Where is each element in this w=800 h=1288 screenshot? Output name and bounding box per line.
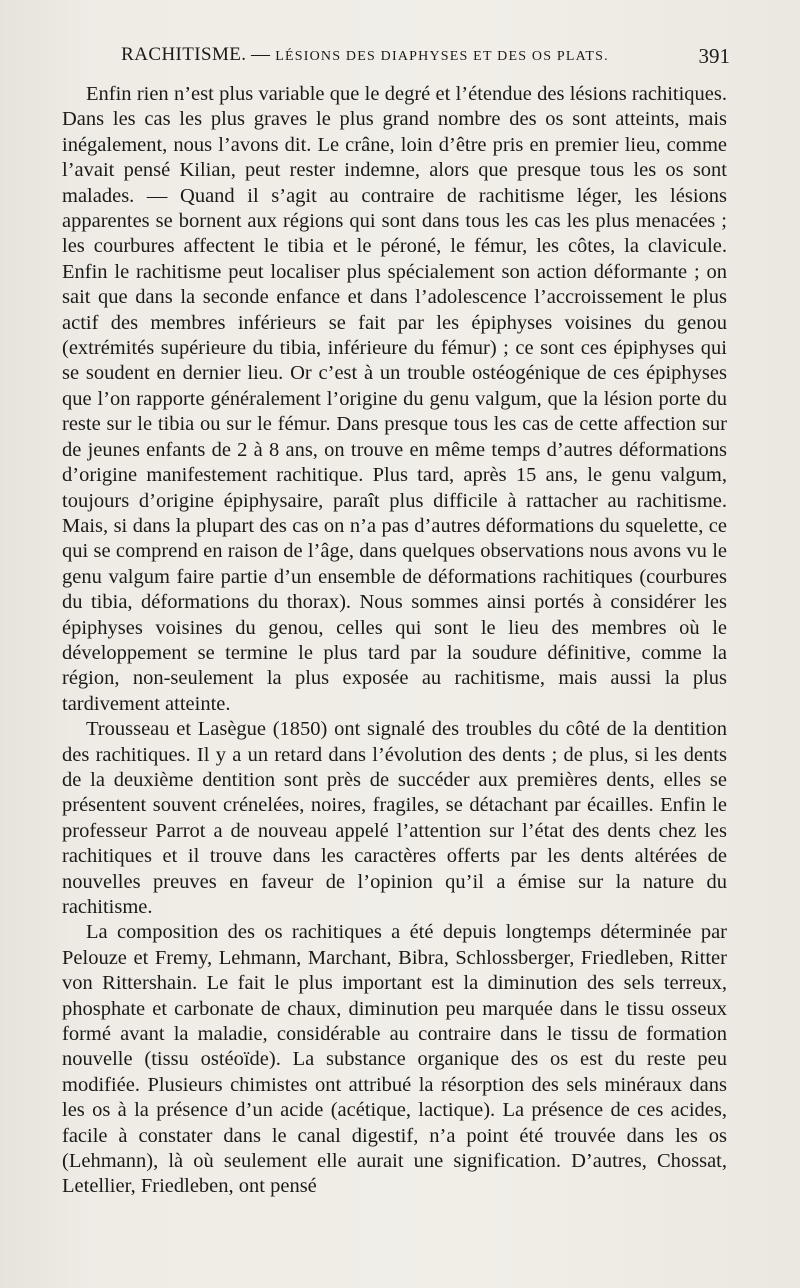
running-head-title: [60, 44, 670, 66]
body-text: [62, 82, 727, 1200]
paragraph: Enfin rien n’est plus variable que le degré et l’étendue des lésions rachitiques. Dans les cas les plus graves le plus grand nombre des os sont atteints, mais inégalement, nous l’avons dit. Le crâne, loin d’être pris en premier lieu, comme l’avait pensé Kilian, peut rester indemne, alors que presque tous les os sont malades. — Quand il s’agit au contraire de rachitisme léger, les lésions apparentes se bornent aux régions qui sont dans tous les cas les plus menacées ; les courbures affectent le tibia et le péroné, le fémur, les côtes, la clavicule. Enfin le rachitisme peut localiser plus spécialement son action déformante ; on sait que dans la seconde enfance et dans l’adolescence l’accroissement le plus actif des membres inférieurs se fait par les épiphyses voisines du genou (extrémités supérieure du tibia, inférieure du fémur) ; ce sont ces épiphyses qui se soudent en dernier lieu. Or c’est à un trouble ostéogénique de ces épiphyses que l’on rapporte généralement l’origine du genu valgum, que la lésion porte du reste sur le tibia ou sur le fémur. Dans presque tous les cas de cette affection sur de jeunes enfants de 2 à 8 ans, on trouve en même temps d’autres déformations d’origine manifestement rachitique. Plus tard, après 15 ans, le genu valgum, toujours d’origine épiphysaire, paraît plus difficile à rattacher au rachitisme. Mais, si dans la plupart des cas on n’a pas d’autres déformations du squelette, ce qui se comprend en raison de l’âge, dans quelques observations nous avons vu le genu valgum faire partie d’un ensemble de déformations rachitiques (courbures du tibia, déformations du thorax). Nous sommes ainsi portés à considérer les épiphyses voisines du genou, celles qui sont le lieu des membres où le développement se termine le plus tard par la soudure définitive, comme la région, non-seulement la plus exposée au rachitisme, mais aussi la plus tardivement atteinte.: [62, 83, 727, 715]
paragraph: La composition des os rachitiques a été depuis longtemps déterminée par Pelouze et Fremy, Lehmann, Marchant, Bibra, Schlossberger, Friedleben, Ritter von Rittershain. Le fait le plus important est la diminution des sels terreux, phosphate et carbonate de chaux, diminution peu marquée dans le tissu osseux formé avant la maladie, considérable au contraire dans le tissu de formation nouvelle (tissu ostéoïde). La substance organique des os est du reste peu modifiée. Plusieurs chimistes ont attribué la résorption des sels minéraux dans les os à la présence d’un acide (acétique, lactique). La présence de ces acides, facile à constater dans le canal digestif, n’a point été trouvée dans les os (Lehmann), là où seulement elle aurait une signification. D’autres, Chossat, Letellier, Friedleben, ont pensé: [62, 921, 727, 1198]
page-number: 391: [698, 44, 730, 68]
section-title: LÉSIONS DES DIAPHYSES ET DES OS PLATS.: [275, 49, 609, 64]
running-head: [60, 44, 730, 74]
paragraph: Trousseau et Lasègue (1850) ont signalé des troubles du côté de la dentition des rachitiques. Il y a un retard dans l’évolution des dents ; de plus, si les dents de la deuxième dentition sont près de succéder aux premières dents, elles se présentent souvent crénelées, noires, fragiles, se détachant par écailles. Enfin le professeur Parrot a de nouveau appelé l’attention sur l’état des dents chez les rachitiques et il trouve dans les caractères offerts par les dents altérées de nouvelles preuves en faveur de l’opinion qu’il a émise sur la nature du rachitisme.: [62, 718, 727, 918]
chapter-title: RACHITISME.: [121, 44, 247, 65]
title-dash: —: [251, 44, 271, 65]
